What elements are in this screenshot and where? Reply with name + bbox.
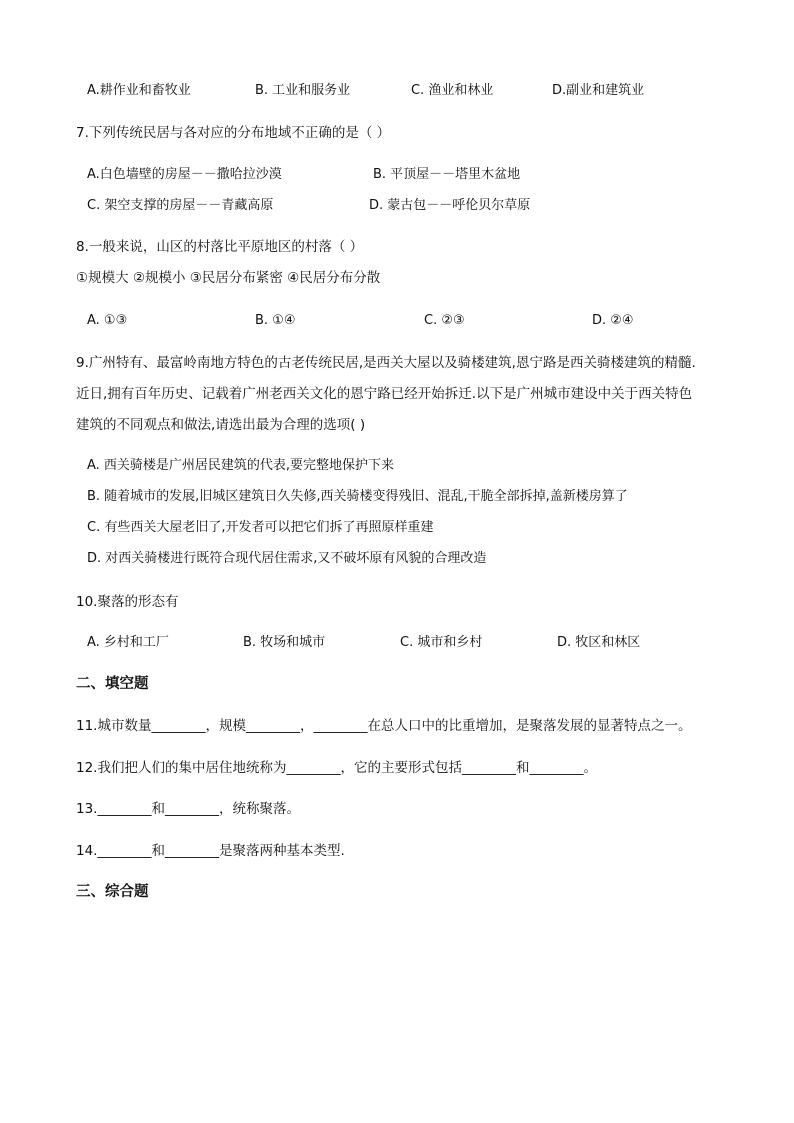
q7-option-d[interactable]: D. 蒙古包－－呼伦贝尔草原 xyxy=(369,198,531,213)
q9-stem-line-1: 9.广州特有、最富岭南地方特色的古老传统民居,是西关大屋以及骑楼建筑,恩宁路是西关骑楼建筑的精髓. xyxy=(76,355,696,371)
q10-stem: 10.聚落的形态有 xyxy=(76,594,179,610)
q8-option-c[interactable]: C. ②③ xyxy=(424,313,465,328)
section-comprehensive-title: 三、综合题 xyxy=(76,884,149,900)
q6-option-a[interactable]: A.耕作业和畜牧业 xyxy=(87,83,191,98)
q7-stem: 7.下列传统民居与各对应的分布地域不正确的是（ ） xyxy=(76,125,391,141)
q6-option-c[interactable]: C. 渔业和林业 xyxy=(411,83,494,98)
q6-option-b[interactable]: B. 工业和服务业 xyxy=(255,83,351,98)
q10-option-d[interactable]: D. 牧区和林区 xyxy=(557,635,641,650)
q10-option-b[interactable]: B. 牧场和城市 xyxy=(243,635,326,650)
q10-option-c[interactable]: C. 城市和乡村 xyxy=(400,635,483,650)
q9-stem-line-3: 建筑的不同观点和做法,请选出最为合理的选项( ) xyxy=(76,417,366,433)
q9-stem-line-2: 近日,拥有百年历史、记载着广州老西关文化的恩宁路已经开始拆迁.以下是广州城市建设中关于西关特色 xyxy=(76,386,693,402)
q7-option-c[interactable]: C. 架空支撑的房屋－－青藏高原 xyxy=(87,198,274,213)
q13-text: 13.________和________，统称聚落。 xyxy=(76,801,300,817)
q7-option-b[interactable]: B. 平顶屋－－塔里木盆地 xyxy=(373,167,521,182)
q8-choices: ①规模大 ②规模小 ③民居分布紧密 ④民居分布分散 xyxy=(76,270,381,286)
q11-text: 11.城市数量________，规模________，________在总人口中的比重增加，是聚落发展的显著特点之一。 xyxy=(76,718,692,734)
q8-option-d[interactable]: D. ②④ xyxy=(592,313,634,328)
q14-text: 14.________和________是聚落两种基本类型. xyxy=(76,843,345,859)
q9-option-a[interactable]: A. 西关骑楼是广州居民建筑的代表,要完整地保护下来 xyxy=(87,458,395,473)
q12-text: 12.我们把人们的集中居住地统称为________，它的主要形式包括________和________。 xyxy=(76,760,597,776)
q10-option-a[interactable]: A. 乡村和工厂 xyxy=(87,635,169,650)
q7-option-a[interactable]: A.白色墙壁的房屋－－撒哈拉沙漠 xyxy=(87,167,282,182)
q8-option-a[interactable]: A. ①③ xyxy=(87,313,128,328)
q6-option-d[interactable]: D.副业和建筑业 xyxy=(552,83,645,98)
section-fill-in-title: 二、填空题 xyxy=(76,676,149,692)
q8-stem: 8.一般来说，山区的村落比平原地区的村落（ ） xyxy=(76,239,364,255)
q9-option-d[interactable]: D. 对西关骑楼进行既符合现代居住需求,又不破坏原有风貌的合理改造 xyxy=(87,551,487,566)
q8-option-b[interactable]: B. ①④ xyxy=(255,313,296,328)
q9-option-c[interactable]: C. 有些西关大屋老旧了,开发者可以把它们拆了再照原样重建 xyxy=(87,520,434,535)
q9-option-b[interactable]: B. 随着城市的发展,旧城区建筑日久失修,西关骑楼变得残旧、混乱,干脆全部拆掉,盖新楼房算了 xyxy=(87,489,628,504)
